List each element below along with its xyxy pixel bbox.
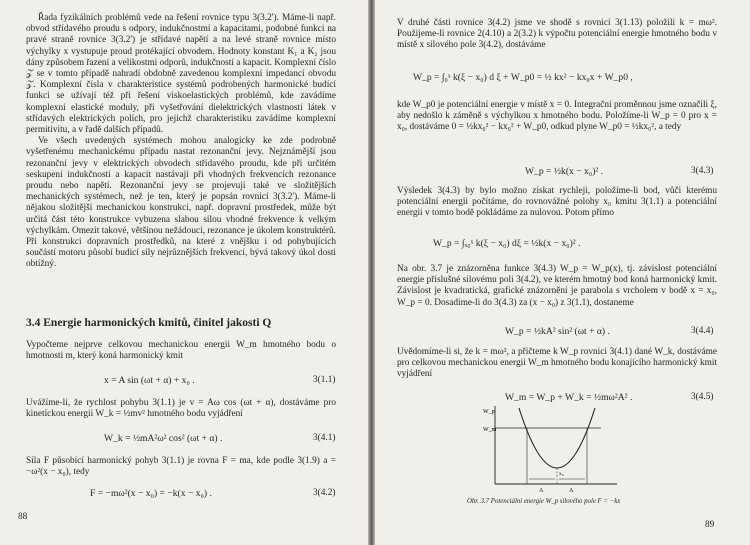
left-force-block	[26, 456, 336, 478]
equation-force: F = −mω²(x − x₀) = −k(x − x₀) .	[90, 488, 212, 499]
right-intro-paragraph: V druhé části rovnice 3(4.2) jsme ve shodě s rovnicí 3(1.13) položili k = mω². Použijeme-li rovnice 2(4.10) a 2(3.2) k výpočtu potenciální energie hmotného bodu v místě x silového pole 3(4.2), dostáváme	[397, 18, 717, 51]
right-result-paragraph: Výsledek 3(4.3) by bylo možno získat rychleji, položíme-li bod, vůči kterému potenciální energii počítáme, do rovnovážné polohy x₀ kmitu 3(1.1) a potenciální energii v tomto bodě pokládáme za nulovou. Potom přímo	[397, 186, 717, 219]
left-energy-paragraph: Vypočteme nejprve celkovou mechanickou energii W_m hmotného bodu o hmotnosti m, který koná harmonický kmit	[26, 340, 336, 362]
right-page	[375, 0, 750, 545]
left-force-paragraph: Síla F působící harmonický pohyb 3(1.1) je rovna F = ma, kde podle 3(1.9) a = −ω²(x − x₀), tedy	[26, 456, 336, 478]
right-integration-paragraph: kde W_p0 je potenciální energie v místě x = 0. Integrační proměnnou jsme označili ξ, aby nedošlo k záměně s výchylkou x hmotného bodu. Položíme-li W_p = 0 pro x = x₀, dostáváme 0 = ½kx₀² − kx₀² + W_p0, odkud plyne W_p0 = ½kx₀², a tedy	[397, 100, 717, 133]
potential-energy-figure	[481, 404, 621, 496]
left-resonance-paragraph: Ve všech uvedených systémech mohou analogicky ke zde podrobně vyšetřenému mechanickému případu nastat rezonanční jevy. Nejznámější jsou rezonanční jevy v elektrických obvodech střídavého proudu, kde při určitém seskupení indukčností a kapacit nastávají při vhodných frekvencích rezonance proudu nebo napětí. Rezonanční jevy se projevují také ve složitějších mechanických systémech, než je ten, který je popsán rovnicí 3(3.2'). Máme-li nějakou složitější mechanickou konstrukci, např. dopravní prostředek, může být určitá část této konstrukce vybuzena slabou silou vhodné frekvence k velkým výchylkám. Omezit takové, většinou nežádoucí, rezonance je úkolem konstruktérů. Při konstrukci dopravních prostředků, na které z vnějšku i od pohybujících součástí motoru působí budicí síly nejrůznějších frekvencí, bývá takový úkol dosti obtížný.	[26, 136, 336, 270]
equation-total-energy: W_m = W_p + W_k = ½mω²A² .	[505, 392, 633, 403]
equation-number: 3(4.5)	[691, 392, 714, 402]
right-total-energy-block	[397, 347, 717, 381]
left-intro-paragraph: Řada fyzikálních problémů vede na řešení rovnice typu 3(3.2'). Máme-li např. obvod střídavého proudu s odpory, indukčnostmi a kapacitami, podobné funkci na pravé straně rovnice 3(3.2') je střídavé napětí a na levé straně rovnice místo výchylky x vystupuje proud protékající obvodem. Hodnoty konstant K₁ a K₂ jsou dány způsobem řazení a velikostmi odporů, indukčností a kapacit. Komplexní číslo 𝒵 se v tomto případě nahradí obdobně zavedenou komplexní impedancí obvodu 𝒵. Komplexní čísla v charakteristice systémů podrobených harmonické budící funkci se užívají též při řešení viskoelastických problémů, kde zavádíme komplexní elastické moduly, při vyšetřování dielektrických vlastností látek v střídavých elektrických polích, pro jejichž charakteristiku zavádíme komplexní permitivitu, a v řadě dalších případů.	[26, 13, 336, 136]
figure-label-a-right: A	[569, 488, 574, 494]
right-figure-description-block	[397, 264, 717, 309]
equation-number: 3(1.1)	[313, 375, 336, 385]
parabola-curve	[519, 408, 595, 468]
left-kinetic-paragraph: Uvážíme-li, že rychlost pohybu 3(1.1) je v = Aω cos (ωt + α), dostáváme pro kinetickou energii W_k = ½mv² hmotného bodu vyjádření	[26, 398, 336, 420]
left-text-block	[26, 13, 336, 271]
equation-potential-integral: W_p = ∫₀ˣ k(ξ − x₀) d ξ + W_p0 = ½ kx² − kx₀x + W_p0 ,	[413, 72, 633, 83]
figure-ylabel-wp: W_p	[483, 409, 495, 415]
figure-label-x0: x₀	[559, 471, 564, 477]
equation-potential-sine: W_p = ½kA² sin² (ωt + α) .	[505, 326, 610, 337]
equation-number: 3(4.3)	[691, 166, 714, 176]
equation-potential-equilibrium: W_p = ∫ₓ₀ˣ k(ξ − x₀) dξ = ½k(x − x₀)² .	[433, 238, 581, 249]
figure-caption: Obr. 3.7 Potenciální energie W_p silového pole F = −kx	[467, 498, 621, 505]
right-integration-block	[397, 100, 717, 134]
equation-number: 3(4.2)	[313, 488, 336, 498]
right-figure-description-paragraph: Na obr. 3.7 je znázorněna funkce 3(4.3) W_p = W_p(x), tj. závislost potenciální energie příslušné silovému poli 3(4.2), ve kterém hmotný bod koná harmonický kmit. Závislost je kvadratická, grafické znázornění je parabola s vrcholem v bodě x = x₀, W_p = 0. Dosadíme-li do 3(4.3) za (x − x₀) z 3(1.1), dostaneme	[397, 264, 717, 308]
left-energy-intro	[26, 340, 336, 362]
right-intro-block	[397, 18, 717, 52]
left-kinetic-block	[26, 398, 336, 420]
section-title: 3.4 Energie harmonických kmitů, činitel jakosti Q	[26, 317, 272, 329]
book-gutter	[368, 0, 375, 545]
page-number: 88	[18, 512, 28, 522]
equation-number: 3(4.1)	[313, 433, 336, 443]
left-page	[0, 0, 368, 545]
equation-number: 3(4.4)	[691, 326, 714, 336]
right-total-energy-paragraph: Uvědomíme-li si, že k = mω², a přičteme k W_p rovnici 3(4.1) dané W_k, dostáváme pro celkovou mechanickou energii W_m hmotného bodu konajícího harmonický kmit vyjádření	[397, 347, 717, 380]
right-result-block	[397, 186, 717, 220]
figure-label-a-left: A	[539, 488, 544, 494]
equation-harmonic-motion: x = A sin (ωt + α) + x₀ .	[104, 375, 195, 386]
figure-ylabel-wm: W_m	[483, 427, 497, 433]
equation-potential-energy: W_p = ½k(x − x₀)² .	[525, 166, 604, 177]
equation-kinetic-energy: W_k = ½mA²ω² cos² (ωt + α) .	[104, 433, 223, 444]
page-number: 89	[705, 520, 715, 530]
